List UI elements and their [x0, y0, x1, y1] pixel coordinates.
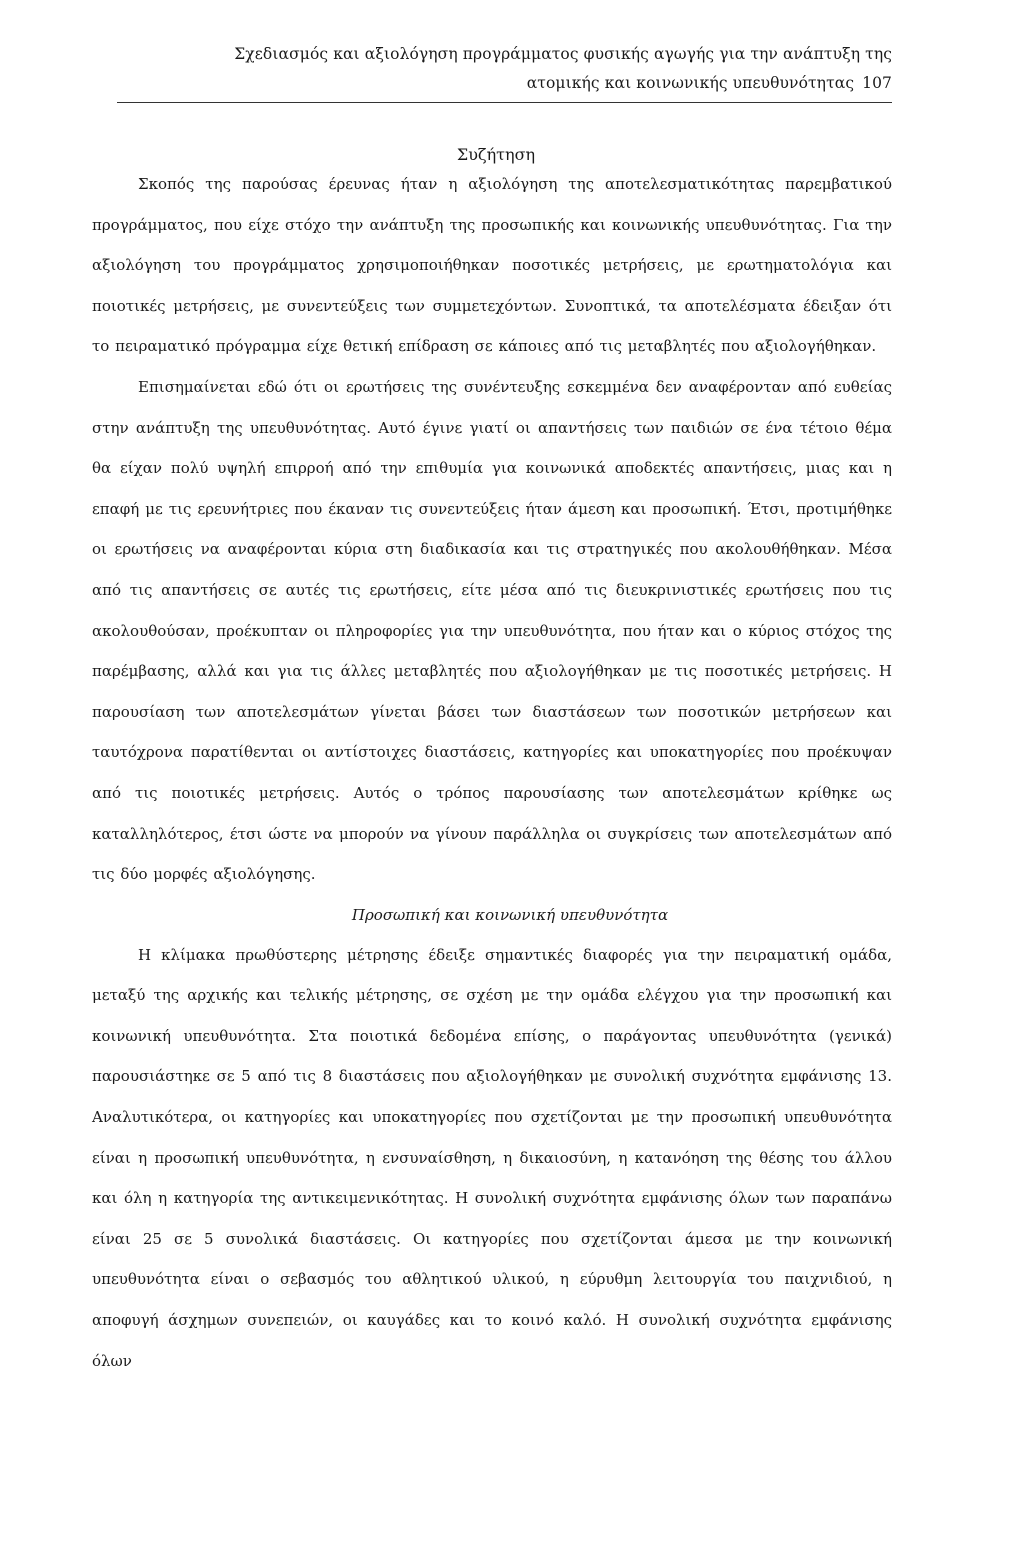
page-number: 107 — [862, 74, 892, 92]
body-paragraph: Επισημαίνεται εδώ ότι οι ερωτήσεις της συνέντευξης εσκεμμένα δεν αναφέρονταν από ευθείας στην ανάπτυξη της υπευθυνότητας. Αυτό έγινε γιατί οι απαντήσεις των παιδιών σε ένα τέτοιο θέμα θα είχαν πολύ υψηλή επιρροή από την επιθυμία για κοινωνικά αποδεκτές απαντήσεις, μιας και η επαφή με τις ερευνήτριες που έκαναν τις συνεντεύξεις ήταν άμεση και προσωπική. Έτσι, προτιμήθηκε οι ερωτήσεις να αναφέρονται κύρια στη διαδικασία και τις στρατηγικές που ακολουθήθηκαν. Μέσα από τις απαντήσεις σε αυτές τις ερωτήσεις, είτε μέσα από τις διευκρινιστικές ερωτήσεις που τις ακολουθούσαν, προέκυπταν οι πληροφορίες για την υπευθυνότητα, που ήταν και ο κύριος στόχος της παρέμβασης, αλλά και για τις άλλες μεταβλητές που αξιολογήθηκαν με τις ποσοτικές μετρήσεις. Η παρουσίαση των αποτελεσμάτων γίνεται βάσει των διαστάσεων των ποσοτικών μετρήσεων και ταυτόχρονα παρατίθενται οι αντίστοιχες διαστάσεις, κατηγορίες και υποκατηγορίες που προέκυψαν από τις ποιοτικές μετρήσεις. Αυτός ο τρόπος παρουσίασης των αποτελεσμάτων κρίθηκε ως καταλληλότερος, έτσι ώστε να μπορούν να γίνουν παράλληλα οι συγκρίσεις των αποτελεσμάτων από τις δύο μορφές αξιολόγησης. — [92, 377, 892, 884]
running-header-line-1: Σχεδιασμός και αξιολόγηση προγράμματος φυσικής αγωγής για την ανάπτυξη της — [234, 45, 892, 63]
subsection-title: Προσωπική και κοινωνική υπευθυνότητα — [351, 905, 669, 924]
body-paragraph: Η κλίμακα πρωθύστερης μέτρησης έδειξε σημαντικές διαφορές για την πειραματική ομάδα, μεταξύ της αρχικής και τελικής μέτρησης, σε σχέση με την ομάδα ελέγχου για την προσωπική και κοινωνική υπευθυνότητα. Στα ποιοτικά δεδομένα επίσης, ο παράγοντας υπευθυνότητα (γενικά) παρουσιάστηκε σε 5 από τις 8 διαστάσεις που αξιολογήθηκαν με συνολική συχνότητα εμφάνισης 13. Αναλυτικότερα, οι κατηγορίες και υποκατηγορίες που σχετίζονται με την προσωπική υπευθυνότητα είναι η προσωπική υπευθυνότητα, η ενσυναίσθηση, η δικαιοσύνη, η κατανόηση της θέσης του άλλου και όλη η κατηγορία της αντικειμενικότητας. Η συνολική συχνότητα εμφάνισης όλων των παραπάνω είναι 25 σε 5 συνολικά διαστάσεις. Οι κατηγορίες που σχετίζονται άμεσα με την κοινωνική υπευθυνότητα είναι ο σεβασμός του αθλητικού υλικού, η εύρυθμη λειτουργία του παιχνιδιού, η αποφυγή άσχημων συνεπειών, οι καυγάδες και το κοινό καλό. Η συνολική συχνότητα εμφάνισης όλων — [92, 945, 892, 1370]
document-page — [92, 40, 892, 1381]
section-title: Συζήτηση — [456, 145, 536, 164]
body-paragraph: Σκοπός της παρούσας έρευνας ήταν η αξιολόγηση της αποτελεσματικότητας παρεμβατικού προγράμματος, που είχε στόχο την ανάπτυξη της προσωπικής και κοινωνικής υπευθυνότητας. Για την αξιολόγηση του προγράμματος χρησιμοποιήθηκαν ποσοτικές μετρήσεις, με ερωτηματολόγια και ποιοτικές μετρήσεις, με συνεντεύξεις των συμμετεχόντων. Συνοπτικά, τα αποτελέσματα έδειξαν ότι το πειραματικό πρόγραμμα είχε θετική επίδραση σε κάποιες από τις μεταβλητές που αξιολογήθηκαν. — [92, 175, 892, 356]
header-rule — [117, 102, 892, 103]
running-header — [92, 40, 892, 98]
running-header-line-2: ατομικής και κοινωνικής υπευθυνότητας — [526, 74, 855, 92]
